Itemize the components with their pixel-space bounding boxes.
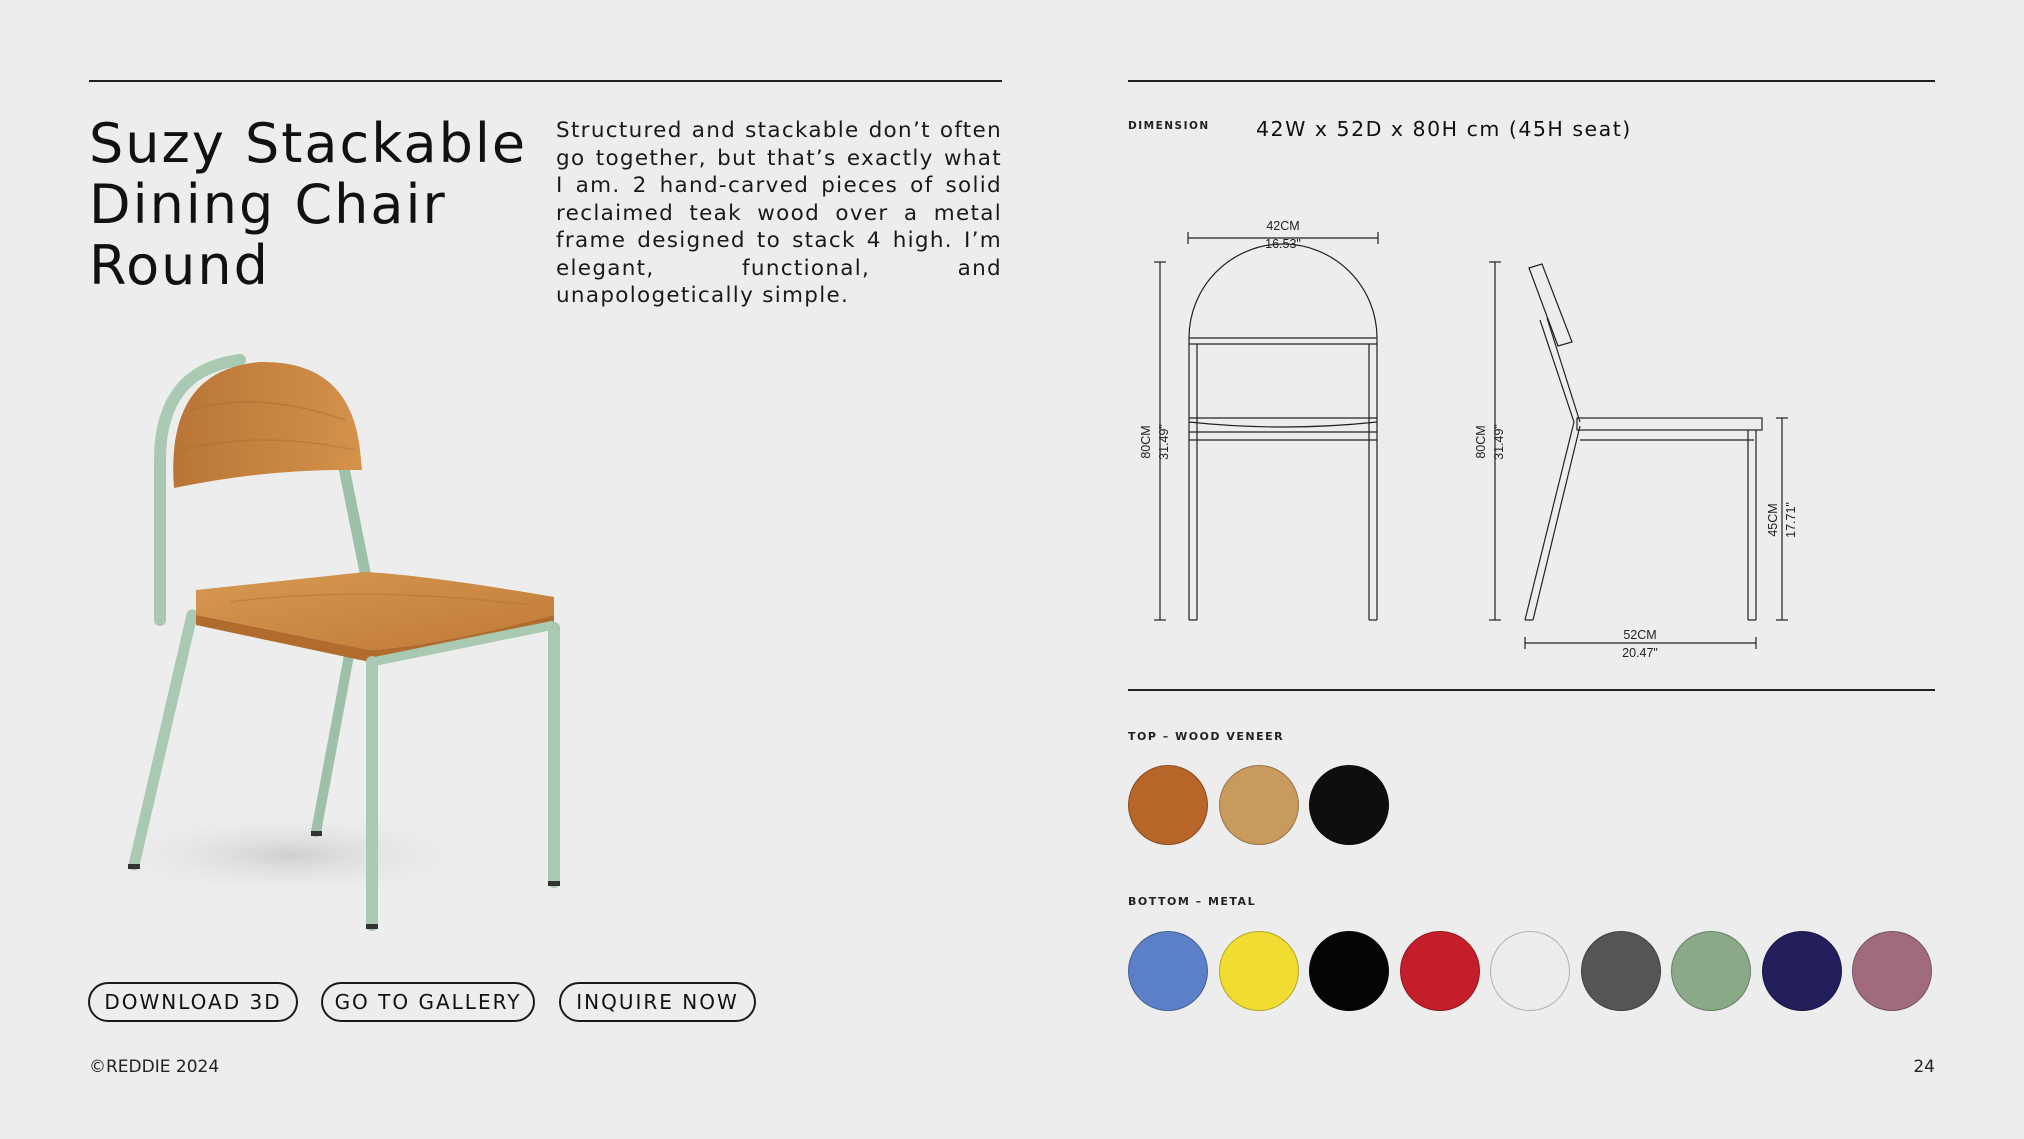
metal-swatch-white[interactable] xyxy=(1490,931,1570,1011)
front-width-cm: 42CM xyxy=(1266,219,1300,233)
dimension-drawing xyxy=(1128,210,1828,680)
metal-swatch-blue[interactable] xyxy=(1128,931,1208,1011)
chair-photo xyxy=(110,350,590,940)
wood-swatch-teak-natural[interactable] xyxy=(1128,765,1208,845)
page-number: 24 xyxy=(1913,1057,1935,1077)
side-view-drawing xyxy=(1489,262,1788,649)
side-seat-height-in: 17.71" xyxy=(1784,502,1798,538)
product-title-line-2: Dining Chair xyxy=(89,173,447,236)
download-3d-button[interactable]: DOWNLOAD 3D xyxy=(88,982,298,1022)
front-width-in: 16.53" xyxy=(1265,237,1301,251)
wood-swatch-black-wood[interactable] xyxy=(1309,765,1389,845)
top-rule-left xyxy=(89,80,1002,82)
middle-rule-right xyxy=(1128,689,1935,691)
front-height-in: 31.49" xyxy=(1157,424,1171,460)
metal-swatch-red[interactable] xyxy=(1400,931,1480,1011)
go-to-gallery-button[interactable]: GO TO GALLERY xyxy=(321,982,535,1022)
side-depth-cm: 52CM xyxy=(1623,628,1657,642)
metal-swatch-yellow[interactable] xyxy=(1219,931,1299,1011)
product-title-line-3: Round xyxy=(89,234,270,297)
technical-drawings xyxy=(1128,210,1828,680)
wood-swatch-teak-light[interactable] xyxy=(1219,765,1299,845)
metal-swatch-sage-green[interactable] xyxy=(1671,931,1751,1011)
product-title xyxy=(89,113,527,296)
side-seat-height-cm: 45CM xyxy=(1766,503,1780,537)
bottom-finish-label: BOTTOM – METAL xyxy=(1128,895,1257,908)
top-rule-right xyxy=(1128,80,1935,82)
dimension-value: 42W x 52D x 80H cm (45H seat) xyxy=(1256,117,1632,141)
metal-swatch-mauve[interactable] xyxy=(1852,931,1932,1011)
metal-swatch-navy[interactable] xyxy=(1762,931,1842,1011)
side-height-cm: 80CM xyxy=(1474,425,1488,459)
product-description: Structured and stackable don’t often go together, but that’s exactly what I am. 2 hand-carved pieces of solid reclaimed teak wood over a metal frame designed to stack 4 high. I’m elegant, functional, and unapologetically simple. xyxy=(556,118,1002,308)
side-depth-in: 20.47" xyxy=(1622,646,1658,660)
front-height-cm: 80CM xyxy=(1139,425,1153,459)
product-title-line-1: Suzy Stackable xyxy=(89,112,528,175)
inquire-now-button[interactable]: INQUIRE NOW xyxy=(559,982,756,1022)
chair-illustration xyxy=(110,350,590,940)
front-view-drawing xyxy=(1154,232,1378,620)
metal-swatch-grey[interactable] xyxy=(1581,931,1661,1011)
dimension-label: DIMENSION xyxy=(1128,120,1210,132)
top-finish-label: TOP – WOOD VENEER xyxy=(1128,730,1285,743)
metal-swatch-black[interactable] xyxy=(1309,931,1389,1011)
side-height-in: 31.49" xyxy=(1492,424,1506,460)
copyright-text: ©REDDIE 2024 xyxy=(89,1057,220,1077)
